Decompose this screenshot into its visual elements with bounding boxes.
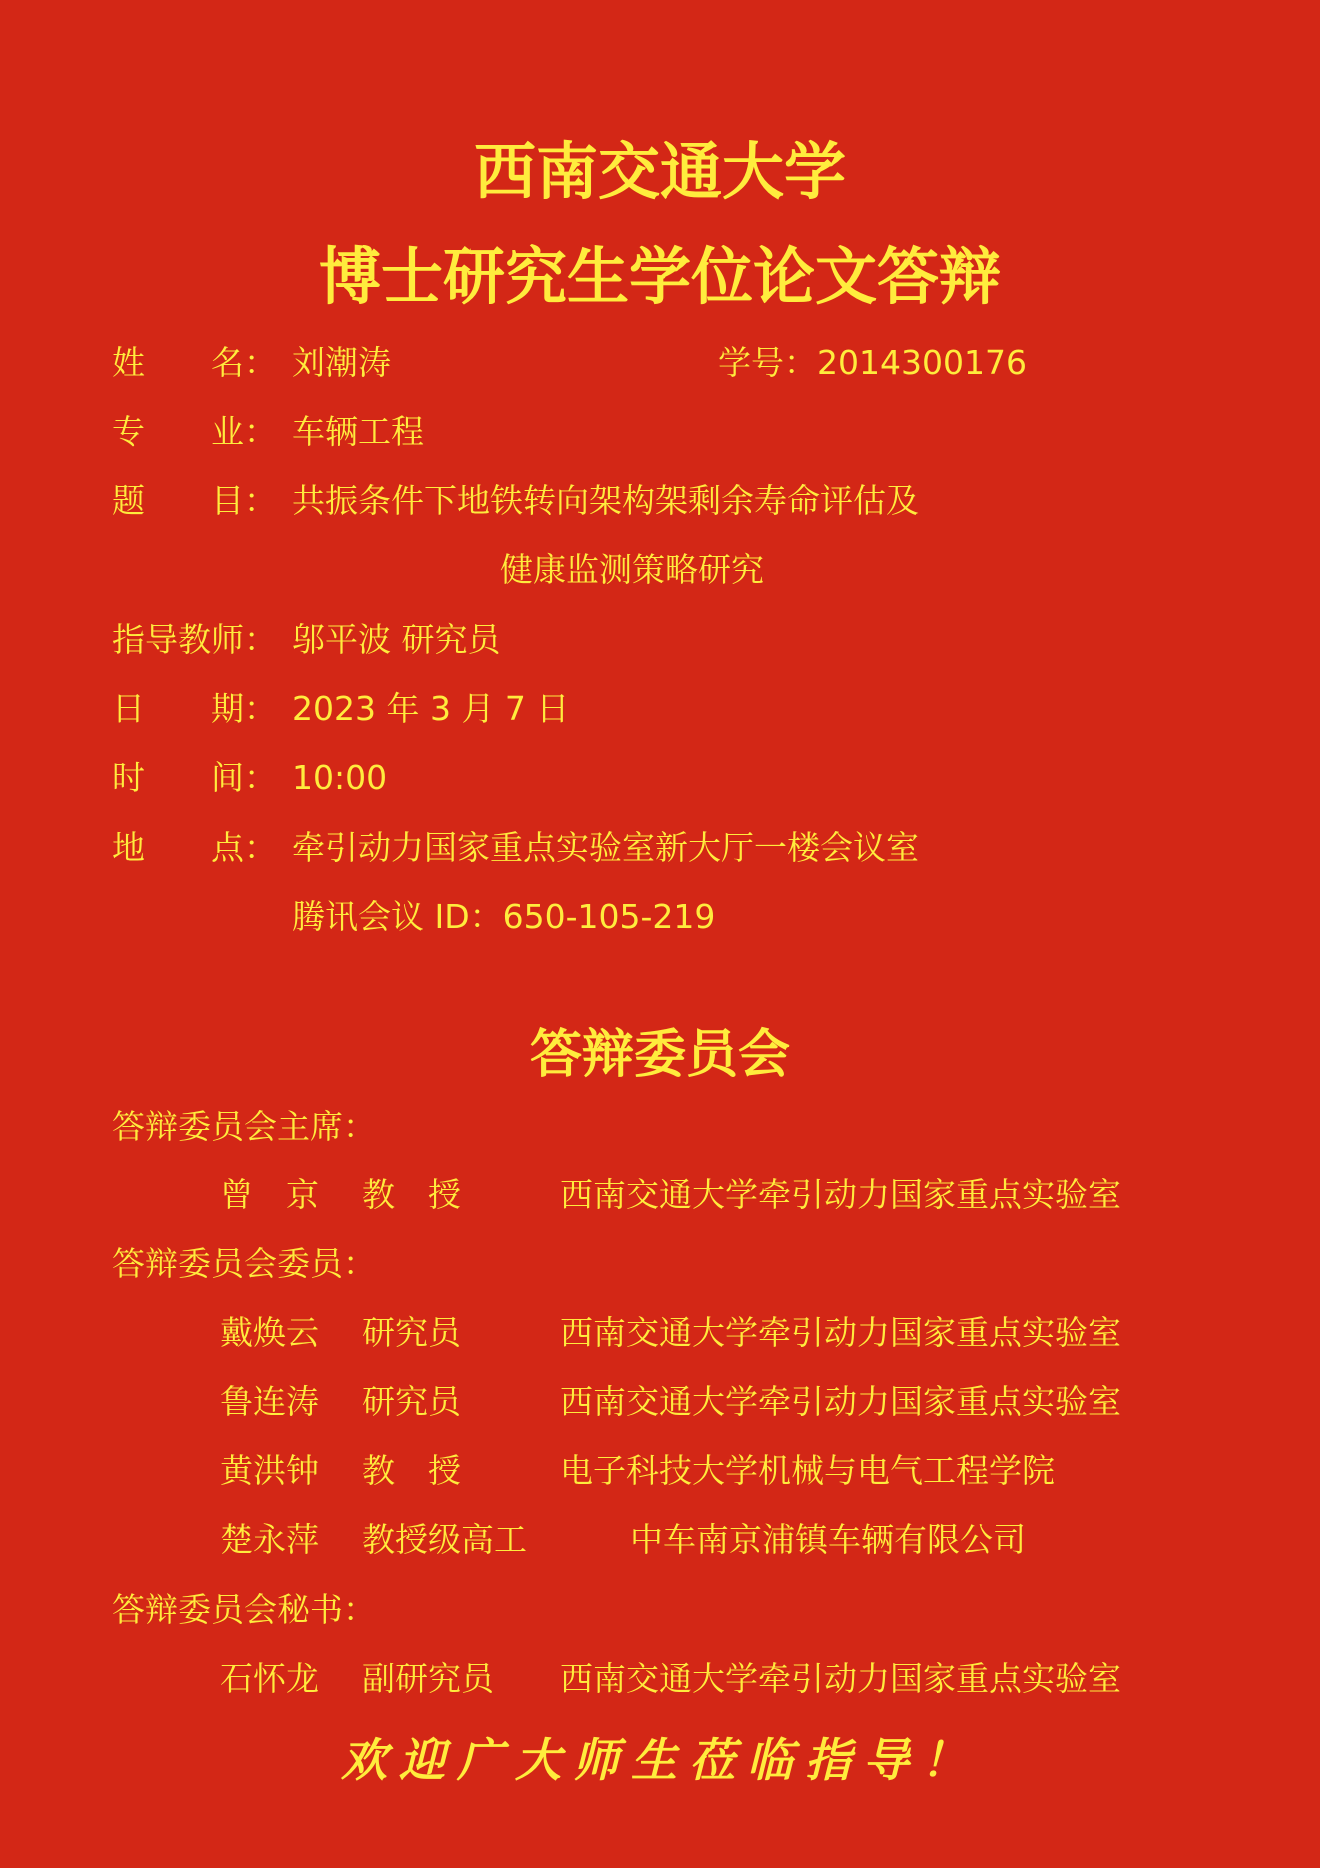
- chair-label: 答辩委员会主席：: [112, 1107, 376, 1146]
- member-row: [220, 1379, 461, 1425]
- member-name: 黄洪钟: [220, 1451, 319, 1490]
- member-org: 西南交通大学牵引动力国家重点实验室: [560, 1382, 1121, 1421]
- major: 车辆工程: [292, 412, 424, 451]
- members-label: 答辩委员会委员：: [112, 1244, 376, 1283]
- name-row: [112, 340, 391, 386]
- member-name: 石怀龙: [220, 1659, 319, 1698]
- member-title: 研究员: [362, 1313, 461, 1352]
- place-line-2: 腾讯会议 ID：650-105-219: [292, 897, 716, 936]
- welcome-message: 欢迎广大师生莅临指导！: [341, 1733, 979, 1787]
- member-row: [220, 1517, 527, 1563]
- place-row: [112, 825, 919, 871]
- secretary-row: [220, 1656, 494, 1702]
- member-title: 副研究员: [362, 1659, 494, 1698]
- time-row: [112, 755, 387, 801]
- secretary-org: 西南交通大学牵引动力国家重点实验室: [560, 1659, 1121, 1698]
- chair-org: 西南交通大学牵引动力国家重点实验室: [560, 1175, 1121, 1214]
- advisor-row: [112, 617, 501, 663]
- name-label: 姓 名：: [112, 343, 277, 382]
- candidate-name: 刘潮涛: [292, 343, 391, 382]
- major-label: 专 业：: [112, 412, 277, 451]
- topic-line-1: 共振条件下地铁转向架构架剩余寿命评估及: [292, 481, 919, 520]
- member-row: [220, 1310, 461, 1356]
- committee-title: 答辩委员会: [529, 1025, 790, 1085]
- secretary-label: 答辩委员会秘书：: [112, 1590, 376, 1629]
- student-id-row: [718, 340, 1027, 386]
- event-title: 博士研究生学位论文答辩: [318, 240, 1001, 313]
- member-title: 教 授: [362, 1451, 461, 1490]
- advisor: 邬平波 研究员: [292, 620, 501, 659]
- member-title: 教 授: [362, 1175, 461, 1214]
- date-label: 日 期：: [112, 689, 277, 728]
- date: 2023 年 3 月 7 日: [292, 689, 570, 728]
- chair-row: [220, 1172, 560, 1218]
- member-title: 教授级高工: [362, 1520, 527, 1559]
- member-row: [220, 1448, 461, 1494]
- member-name: 戴焕云: [220, 1313, 319, 1352]
- member-org: 电子科技大学机械与电气工程学院: [560, 1451, 1055, 1490]
- member-org: 中车南京浦镇车辆有限公司: [630, 1520, 1026, 1559]
- student-id: 2014300176: [817, 343, 1027, 382]
- major-row: [112, 409, 424, 455]
- advisor-label: 指导教师：: [112, 620, 277, 659]
- student-id-label: 学号：: [718, 343, 817, 382]
- topic-label: 题 目：: [112, 481, 277, 520]
- place-line-1: 牵引动力国家重点实验室新大厅一楼会议室: [292, 828, 919, 867]
- member-name: 鲁连涛: [220, 1382, 319, 1421]
- member-org: 西南交通大学牵引动力国家重点实验室: [560, 1313, 1121, 1352]
- date-row: [112, 686, 569, 732]
- topic-line-2: 健康监测策略研究: [500, 550, 764, 589]
- time: 10:00: [292, 758, 388, 797]
- member-name: 楚永萍: [220, 1520, 319, 1559]
- topic-row: [112, 478, 919, 524]
- time-label: 时 间：: [112, 758, 277, 797]
- member-name: 曾 京: [220, 1175, 319, 1214]
- university-title: 西南交通大学: [473, 135, 846, 208]
- member-title: 研究员: [362, 1382, 461, 1421]
- place-label: 地 点：: [112, 828, 277, 867]
